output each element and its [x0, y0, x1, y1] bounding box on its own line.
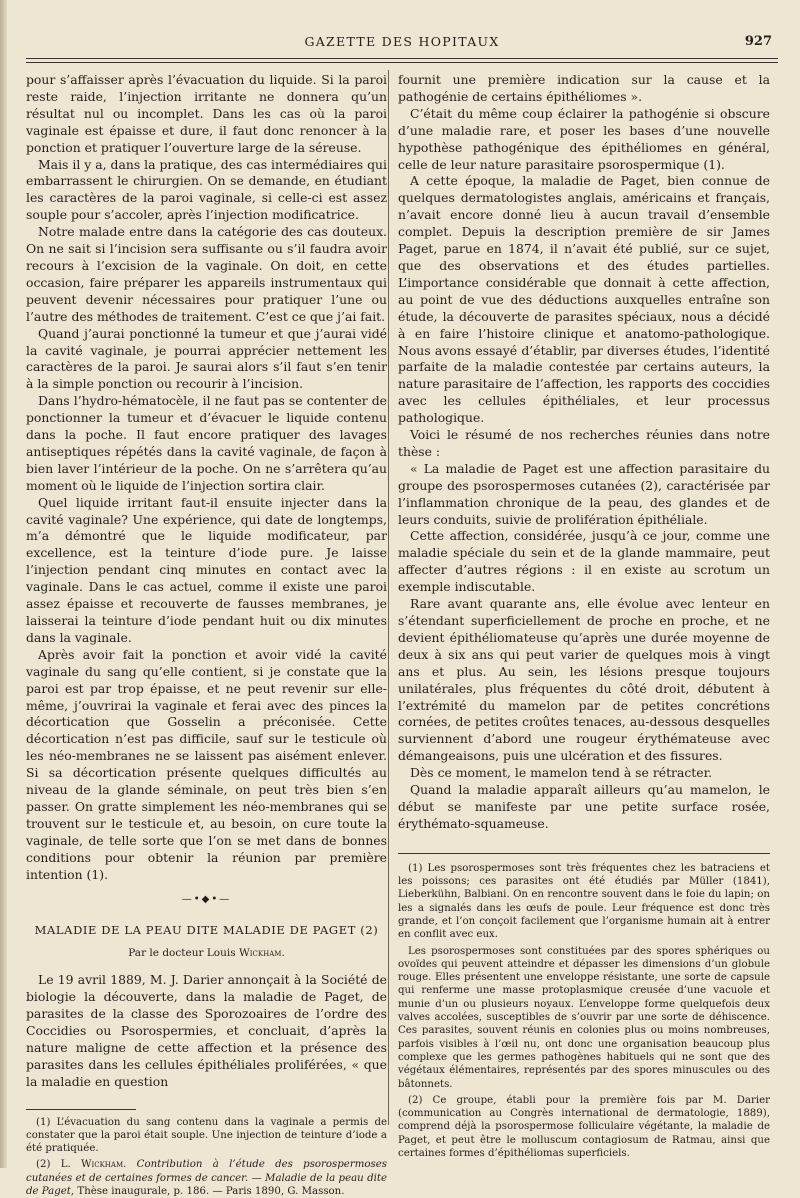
header-rule	[26, 58, 778, 59]
footnote-r1: (1) Les psorospermoses sont très fréquentes chez les batraciens et les poissons; ces parasites ont été étudiés par Müller (1841), Lieberkühn, Balbiani. On en rencontre souvent dans le foie du lapin; on les a signalés dans les œufs de poule. Leur fréquence est donc très grande, et l’on conçoit facilement que l’organisme humain ait à entrer en conflit avec eux.	[398, 862, 770, 941]
paragraph: Dès ce moment, le mamelon tend à se rétracter.	[410, 765, 713, 781]
paragraph: Voici le résumé de nos recherches réunies dans notre thèse :	[398, 427, 770, 459]
paragraph: A cette époque, la maladie de Paget, bien connue de quelques dermatologistes anglais, américains et français, n’avait encore donné lieu à aucun travail d’ensemble complet. Depuis la description première de sir James Paget, parue en 1874, il n’avait été publié, sur ce sujet, que des observations et des études partielles. L’importance considérable que donnait à cette affection, au point de vue des déductions auxquelles entraîne son étude, la découverte de parasites spéciaux, nous a décidé à en faire l’histoire clinique et anatomo-pathologique. Nous avons essayé d’établir, par diverses études, l’identité parfaite de la maladie contestée par certains auteurs, la nature parasitaire de l’affection, les rapports des coccidies avec les cellules épithéliales, et leur processus pathologique.	[398, 173, 770, 426]
footnote-r1-cont: Les psorospermoses sont constituées par des spores sphériques ou ovoïdes qui peuvent atteindre et dépasser les dimensions d’un globule rouge. Elles présentent une enveloppe résistante, une sorte de capsule qui renferme une masse protoplasmique creusée d’une vacuole et munie d’un ou plusieurs noyaux. L’enveloppe forme quelquefois deux valves accolées, susceptibles de s’ouvrir par une sorte de déhiscence. Ces parasites, souvent réunis en colonies plus ou moins nombreuses, parfois visibles à l’œil nu, ont donc une organisation beaucoup plus complexe que les germes pathogènes habituels qui ne sont que des végétaux élémentaires, représentés par des spores minuscules ou des bâtonnets.	[398, 945, 770, 1090]
footnote-rule	[398, 853, 770, 854]
footnote-2-sep: .	[123, 1159, 137, 1171]
footnote-2-rest: Thèse inaugurale, p. 186. — Paris 1890, G. Masson.	[74, 1186, 345, 1198]
paragraph: Après avoir fait la ponction et avoir vidé la cavité vaginale du sang qu’elle contient, si je constate que la paroi est par trop épaisse, et ne peut revenir sur elle-même, j’ouvrirai la vaginale et ferai avec des pinces la décortication que Gosselin a préconisée. Cette décortication n’est pas difficile, sauf sur le testicule où les néo-membranes ne se laissent pas aisément enlever. Si sa décortication présente quelques difficultés au niveau de la glande séminale, on peut très bien s’en passer. On gratte simplement les néo-membranes qui se trouvent sur le testicule et, au besoin, on cure toute la vaginale, de telle sorte que l’on se met dans de bonnes conditions pour obtenir la réunion par première intention (1).	[26, 646, 387, 882]
page-number: 927	[744, 34, 772, 49]
section-ornament: —•◆•—	[181, 893, 232, 905]
footnote-1: (1) L’évacuation du sang contenu dans la vaginale a permis de constater que la paroi était souple. Une injection de teinture d’iode a été pratiquée.	[26, 1116, 387, 1155]
footnote-2-author: Wickham	[80, 1159, 124, 1171]
article-title: MALADIE DE LA PEAU DITE MALADIE DE PAGET (2)	[34, 923, 379, 938]
article-byline	[26, 945, 387, 962]
paragraph: « La maladie de Paget est une affection parasitaire du groupe des psorospermoses cutanées (2), caractérisée par l’inflammation chronique de la peau, des glandes et de leurs conduits, suivie de prolifération épithéliale.	[398, 460, 770, 527]
footnote-r2: (2) Ce groupe, établi pour la première fois par M. Darier (communication au Congrès international de dermatologie, 1889), comprend déjà la psorospermose folliculaire végétante, la maladie de Paget, et peut être le molluscum contagiosum de Ratmau, ainsi que certaines formes d’épithéliomas superficiels.	[398, 1094, 770, 1160]
left-footnotes	[26, 1116, 387, 1198]
paragraph: Quand j’aurai ponctionné la tumeur et que j’aurai vidé la cavité vaginale, je pourrai apprécier nettement les caractères de la paroi. Je saurai alors s’il faut s’en tenir à la simple ponction ou recourir à l’incision.	[26, 325, 387, 392]
paragraph: Notre malade entre dans la catégorie des cas douteux. On ne sait si l’incision sera suffisante ou s’il faudra avoir recours à l’excision de la vaginale. On doit, en cette occasion, faire préparer les appareils instrumentaux qui peuvent devenir nécessaires pour pratiquer l’une ou l’autre des méthodes de traitement. C’est ce que j’ai fait.	[26, 224, 387, 324]
binding-edge	[0, 0, 7, 1168]
paragraph: Mais il y a, dans la pratique, des cas intermédiaires qui embarrassent le chirurgien. On se demande, en étudiant les caractères de la paroi vaginale, si celle-ci est assez souple pour s’accoler, après l’injection modificatrice.	[26, 156, 387, 223]
footnote-rule	[26, 1109, 136, 1110]
paragraph: fournit une première indication sur la cause et la pathogénie de certains épithéliomes ».	[398, 72, 770, 104]
journal-title: GAZETTE DES HOPITAUX	[304, 34, 500, 49]
paragraph: pour s’affaisser après l’évacuation du liquide. Si la paroi reste raide, l’injection irritante ne donnera qu’un résultat nul ou incomplet. Dans les cas où la paroi vaginale est épaisse et dure, il faut donc renoncer à la ponction et pratiquer l’ouverture large de la séreuse.	[26, 72, 387, 155]
left-column	[26, 72, 387, 1198]
right-column	[398, 72, 770, 1160]
footnote-2	[26, 1158, 387, 1198]
paragraph: C’était du même coup éclairer la pathogénie si obscure d’une maladie rare, et poser les bases d’une nouvelle hypothèse pathogénique des épithéliomes en général, celle de leur nature parasitaire psorospermique (1).	[398, 105, 770, 172]
column-separator	[388, 70, 389, 1125]
running-header	[26, 34, 778, 56]
paragraph: Quel liquide irritant faut-il ensuite injecter dans la cavité vaginale? Une expérience, qui date de longtemps, m’a démontré que le liquide modificateur, par excellence, est la teinture d’iode pure. Je laisse l’injection pendant cinq minutes en contact avec la vaginale. Dans le cas actuel, comme il existe une paroi assez épaisse et recouverte de fausses membranes, je laisserai la teinture d’iode pendant huit ou dix minutes dans la vaginale.	[26, 494, 387, 645]
footnote-2-title: Contribution à l’étude des psorospermoses cutanées et de certaines formes de cancer. — Maladie de la peau dite de Paget,	[26, 1159, 387, 1198]
author-name: Wickham.	[238, 947, 285, 960]
byline-prefix: Par le docteur Louis	[128, 947, 239, 960]
right-footnotes	[398, 862, 770, 1161]
paragraph: Dans l’hydro-hématocèle, il ne faut pas se contenter de ponctionner la tumeur et d’évacuer le liquide contenu dans la poche. Il faut encore pratiquer des lavages antiseptiques répétés dans la cavité vaginale, de façon à bien laver l’intérieur de la poche. On ne s’arrêtera qu’au moment où le liquide de l’injection sortira clair.	[26, 393, 387, 493]
paragraph: Cette affection, considérée, jusqu’à ce jour, comme une maladie spéciale du sein et de la glande mammaire, peut affecter d’autres régions : il en existe au scrotum un exemple indiscutable.	[398, 528, 770, 595]
header-rule-double	[26, 62, 778, 63]
article-intro: Le 19 avril 1889, M. J. Darier annonçait à la Société de biologie la découverte, dans la maladie de Paget, de parasites de la classe des Sporozoaires de l’ordre des Coccidies ou Psorospermies, et concluait, d’après la nature maligne de cette affection et la présence des parasites dans les cellules épithéliales proliférées, « que la maladie en question	[26, 972, 387, 1089]
footnote-2-num: (2) L.	[36, 1159, 81, 1171]
paragraph: Rare avant quarante ans, elle évolue avec lenteur en s’étendant superficiellement de proche en proche, et ne devient épithéliomateuse qu’après une durée moyenne de deux à six ans qui peut varier de quelques mois à vingt ans et plus. Au sein, les lésions presque toujours unilatérales, plus fréquentes du côté droit, débutent à l’extrémité du mamelon par de petites concrétions cornées, de petites croûtes tenaces, au-dessous desquelles surviennent d’abord une rougeur érythémateuse avec démangeaisons, puis une ulcération et des fissures.	[398, 596, 770, 764]
paragraph: Quand la maladie apparaît ailleurs qu’au mamelon, le début se manifeste par une petite surface rosée, érythémato-squameuse.	[398, 782, 770, 831]
